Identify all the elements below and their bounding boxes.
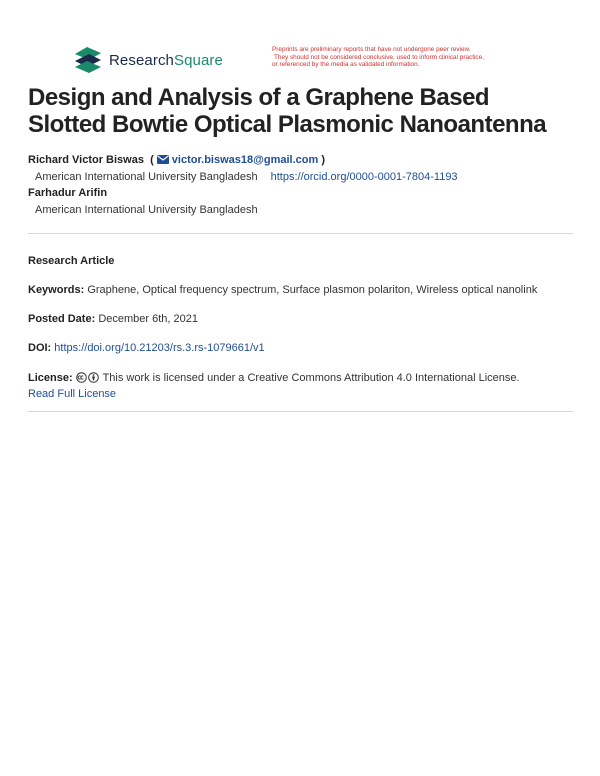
posted-date-label: Posted Date:	[28, 313, 96, 325]
research-square-logo-icon	[75, 47, 103, 73]
article-type	[28, 253, 573, 269]
license-row	[28, 370, 573, 402]
author-affiliation-row	[28, 203, 573, 218]
author-affiliation: American International University Bangladesh	[35, 204, 258, 216]
doi-row	[28, 340, 573, 356]
doi-link[interactable]: https://doi.org/10.21203/rs.3.rs-1079661/v1	[54, 342, 265, 354]
posted-date-value: December 6th, 2021	[98, 313, 198, 325]
doi-label: DOI:	[28, 342, 52, 354]
keywords-row	[28, 282, 573, 298]
author-name: Farhadur Arifin	[28, 187, 108, 199]
section-divider	[28, 411, 573, 412]
keywords-label: Keywords:	[28, 284, 85, 296]
keywords-value: Graphene, Optical frequency spectrum, Surface plasmon polariton, Wireless optical nanolink	[87, 284, 538, 296]
notice-line: Preprints are preliminary reports that have not undergone peer review.	[272, 46, 471, 53]
notice-line: They should not be considered conclusive, used to inform clinical practice,	[274, 53, 484, 61]
author-affiliation: American International University Bangladesh	[35, 171, 258, 183]
preprint-notice	[272, 46, 542, 69]
license-text: This work is licensed under a Creative Commons Attribution 4.0 International License.	[102, 372, 520, 384]
author-affiliation-row	[28, 170, 573, 185]
brand-header	[75, 47, 223, 73]
author-entry	[28, 186, 573, 218]
paper-title: Design and Analysis of a Graphene Based Slotted Bowtie Optical Plasmonic Nanoantenna	[28, 84, 547, 138]
section-divider	[28, 233, 573, 234]
mail-icon	[157, 155, 169, 164]
brand-name-research: Research	[109, 51, 174, 69]
notice-line: or referenced by the media as validated information.	[272, 61, 420, 69]
article-type-label: Research Article	[28, 255, 115, 267]
license-label: License:	[28, 372, 73, 384]
brand-name	[109, 52, 223, 69]
read-full-license-link[interactable]: Read Full License	[28, 388, 117, 400]
brand-name-square: Square	[174, 51, 223, 69]
attribution-icon	[88, 372, 99, 383]
author-entry	[28, 153, 573, 185]
author-list	[28, 153, 573, 219]
orcid-link[interactable]: https://orcid.org/0000-0001-7804-1193	[270, 171, 458, 183]
creative-commons-icon	[76, 372, 87, 383]
posted-date-row	[28, 311, 573, 327]
author-email-link[interactable]: victor.biswas18@gmail.com	[171, 154, 319, 166]
author-email-wrapper: ( victor.biswas18@gmail.com )	[147, 154, 325, 166]
author-name: Richard Victor Biswas	[28, 154, 144, 166]
